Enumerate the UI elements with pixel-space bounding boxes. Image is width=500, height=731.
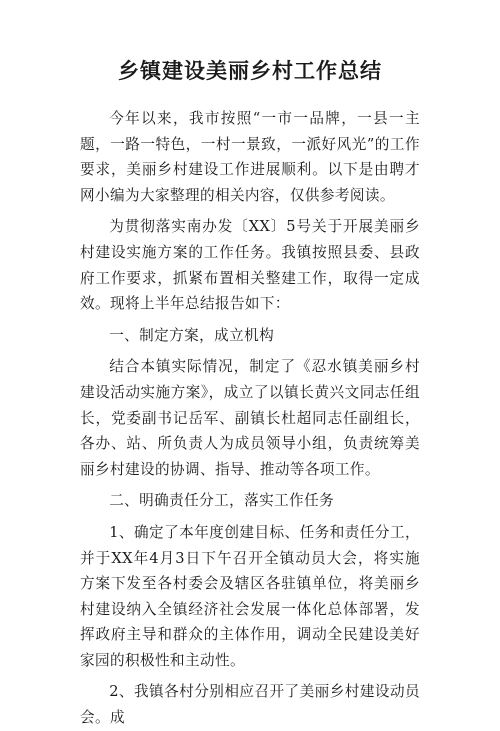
section-2-item-1: 1、确定了本年度创建目标、任务和责任分工，并于XX年4月3日下午召开全镇动员大会，将实施方案下发至各村委会及辖区各驻镇单位，将美丽乡村建设纳入全镇经济社会发展一体化总体部署，发挥政府主导和群众的主体作用，调动全民建设美好家园的积极性和主动性。 — [80, 523, 420, 669]
section-heading-2: 二、明确责任分工，落实工作任务 — [109, 492, 335, 510]
section-2-item-2: 2、我镇各村分别相应召开了美丽乡村建设动员会。成 — [80, 683, 420, 727]
section-1-paragraph: 结合本镇实际情况，制定了《忍水镇美丽乡村建设活动实施方案》，成立了以镇长黄兴文同志任组长，党委副书记岳军、副镇长杜超同志任副组长，各办、站、所负责人为成员领导小组，负责统筹美丽乡村建设的协调、指导、推动等各项工作。 — [80, 358, 420, 478]
intro-paragraph: 今年以来，我市按照“一市一品牌，一县一主题，一路一特色，一村一景致，一派好风光”的工作要求，美丽乡村建设工作进展顺利。以下是由聘才网小编为大家整理的相关内容，仅供参考阅读。 — [80, 110, 420, 204]
section-heading-1: 一、制定方案，成立机构 — [109, 326, 275, 344]
document-title: 乡镇建设美丽乡村工作总结 — [118, 58, 382, 83]
background-paragraph: 为贯彻落实南办发〔XX〕5号关于开展美丽乡村建设实施方案的工作任务。我镇按照县委、县政府工作要求，抓紧布置相关整建工作，取得一定成效。现将上半年总结报告如下： — [80, 218, 420, 313]
